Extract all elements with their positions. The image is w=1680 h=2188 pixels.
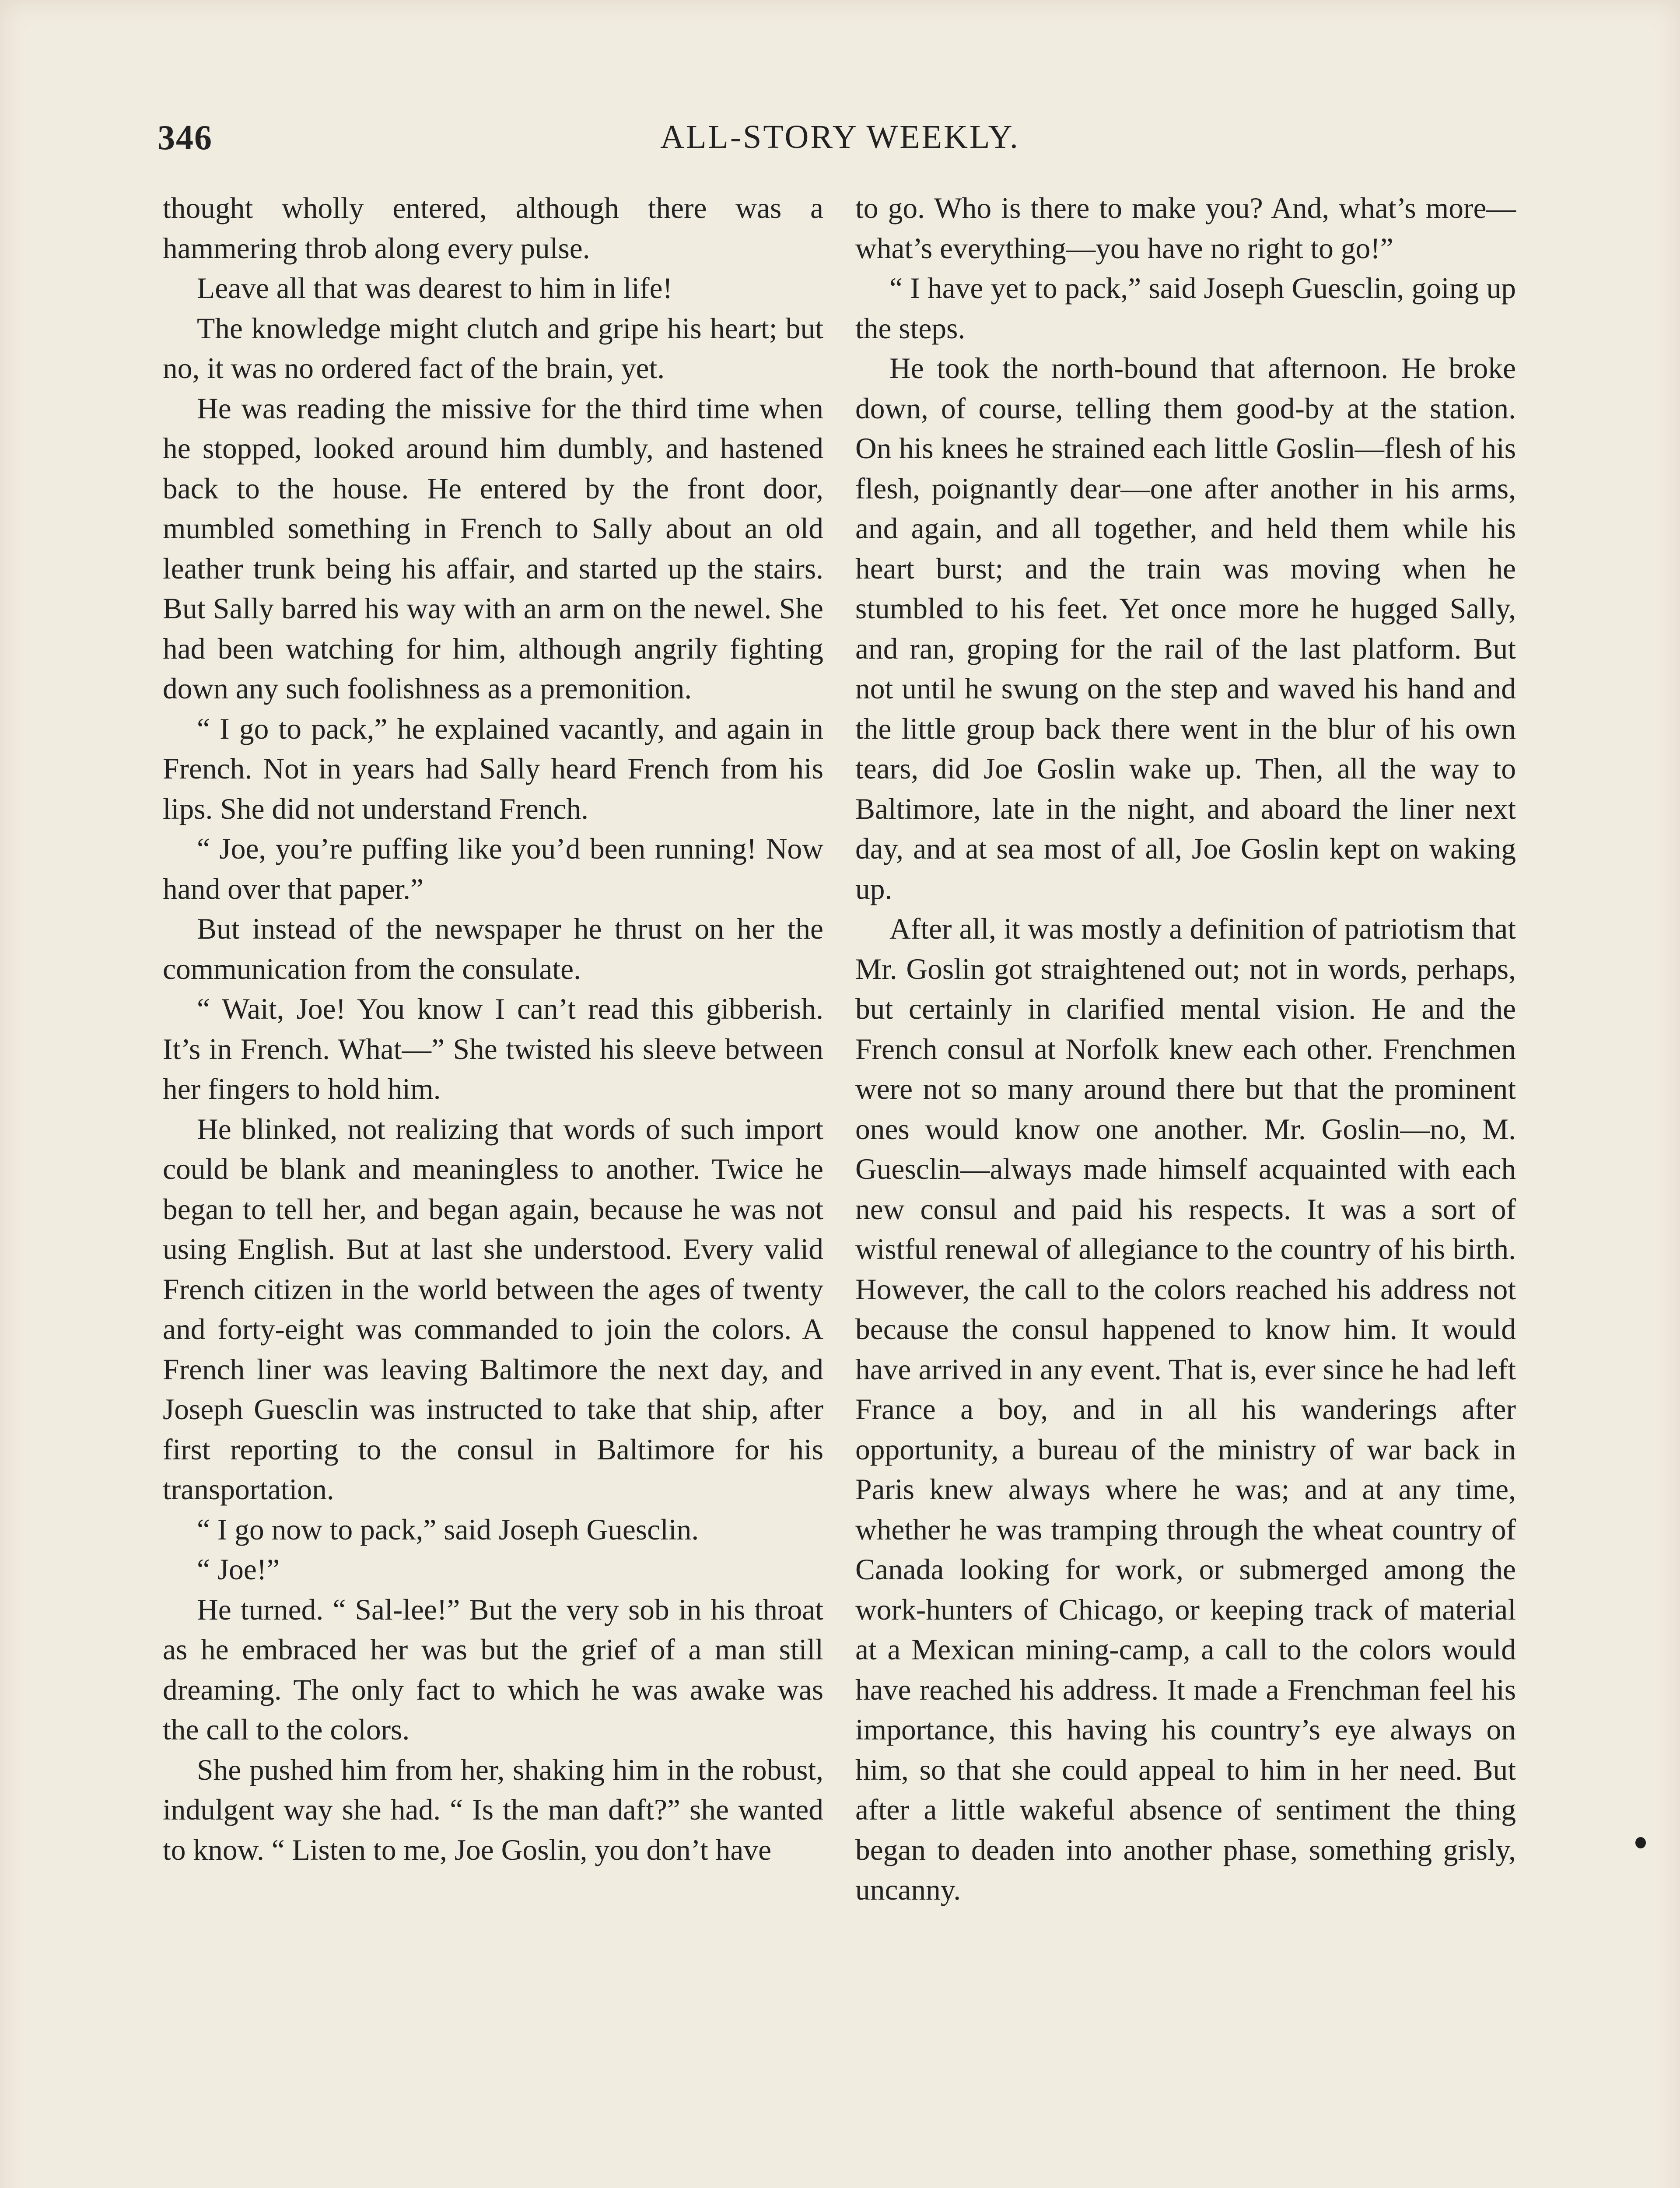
margin-mark xyxy=(1635,1837,1646,1848)
paragraph: He blinked, not realizing that words of such import could be blank and meaningless to another. Twice he began to tell her, and began again, because he was not using English. But at last she understood. Every valid French citizen in the world between the ages of twenty and forty-eight was commanded to join the colors. A French liner was leaving Baltimore the next day, and Joseph Guesclin was instructed to take that ship, after first reporting to the consul in Baltimore for his transportation. xyxy=(163,1112,823,1506)
paragraph: “ I go now to pack,” said Joseph Guesclin. xyxy=(197,1513,699,1546)
paragraph: After all, it was mostly a definition of patriotism that Mr. Goslin got straightened out; not in words, perhaps, but certainly in clarified mental vision. He and the French consul at Norfolk knew each other. Frenchmen were not so many around there but that the prominent ones would know one another. Mr. Goslin—no, M. Guesclin—always made himself acquainted with each new consul and paid his respects. It was a sort of wistful renewal of allegiance to the country of his birth. However, the call to the colors reached his address not because the consul happened to know him. It would have arrived in any event. That is, ever since he had left France a boy, and in all his wanderings after opportunity, a bureau of the ministry of war back in Paris knew always where he was; and at any time, whether he was tramping through the wheat country of Canada looking for work, or submerged among the work-hunters of Chicago, or keeping track of material at a Mexican mining-camp, a call to the colors would have reached his address. It made a Frenchman feel his importance, this having his country’s eye always on him, so that she could appeal to him in her need. But after a little wakeful absence of sentiment the thing began to deaden into another phase, something grisly, uncanny. xyxy=(855,912,1516,1906)
paragraph: The knowledge might clutch and gripe his heart; but no, it was no ordered fact of the brain, yet. xyxy=(163,312,823,385)
paragraph: “ Joe!” xyxy=(197,1553,280,1586)
paragraph: But instead of the newspaper he thrust on her the communication from the consulate. xyxy=(163,912,823,985)
paragraph: She pushed him from her, shaking him in the robust, indulgent way she had. “ Is the man daft?” she wanted to know. “ Listen to me, Joe Goslin, you don’t have xyxy=(163,1753,823,1866)
page-number: 346 xyxy=(158,119,213,157)
running-head: ALL-STORY WEEKLY. xyxy=(660,119,1020,155)
paragraph: “ I go to pack,” he explained vacantly, and again in French. Not in years had Sally heard French from his lips. She did not understand French. xyxy=(163,712,823,825)
paragraph: to go. Who is there to make you? And, what’s more—what’s everything—you have no right to go!” xyxy=(855,192,1516,265)
left-column xyxy=(163,188,823,1870)
paragraph: He turned. “ Sal-lee!” But the very sob in his throat as he embraced her was but the grief of a man still dreaming. The only fact to which he was awake was the call to the colors. xyxy=(163,1593,823,1746)
paragraph: thought wholly entered, although there was a hammering throb along every pulse. xyxy=(163,192,823,265)
paragraph: “ Joe, you’re puffing like you’d been running! Now hand over that paper.” xyxy=(163,832,823,905)
paragraph: “ I have yet to pack,” said Joseph Guesclin, going up the steps. xyxy=(855,272,1516,345)
paragraph: He was reading the missive for the third time when he stopped, looked around him dumbly, and hastened back to the house. He entered by the front door, mumbled something in French to Sally about an old leather trunk being his affair, and started up the stairs. But Sally barred his way with an arm on the newel. She had been watching for him, although angrily fighting down any such foolishness as a premonition. xyxy=(163,392,823,705)
right-column xyxy=(855,188,1516,1910)
paragraph: He took the north-bound that afternoon. He broke down, of course, telling them good-by at the station. On his knees he strained each little Goslin—flesh of his flesh, poignantly dear—one after another in his arms, and again, and all together, and held them while his heart burst; and the train was moving when he stumbled to his feet. Yet once more he hugged Sally, and ran, groping for the rail of the last platform. But not until he swung on the step and waved his hand and the little group back there went in the blur of his own tears, did Joe Goslin wake up. Then, all the way to Baltimore, late in the night, and aboard the liner next day, and at sea most of all, Joe Goslin kept on waking up. xyxy=(855,352,1516,905)
page-header xyxy=(158,118,1522,166)
paragraph: Leave all that was dearest to him in life! xyxy=(197,272,673,305)
paragraph: “ Wait, Joe! You know I can’t read this gibberish. It’s in French. What—” She twisted his sleeve between her fingers to hold him. xyxy=(163,992,823,1105)
